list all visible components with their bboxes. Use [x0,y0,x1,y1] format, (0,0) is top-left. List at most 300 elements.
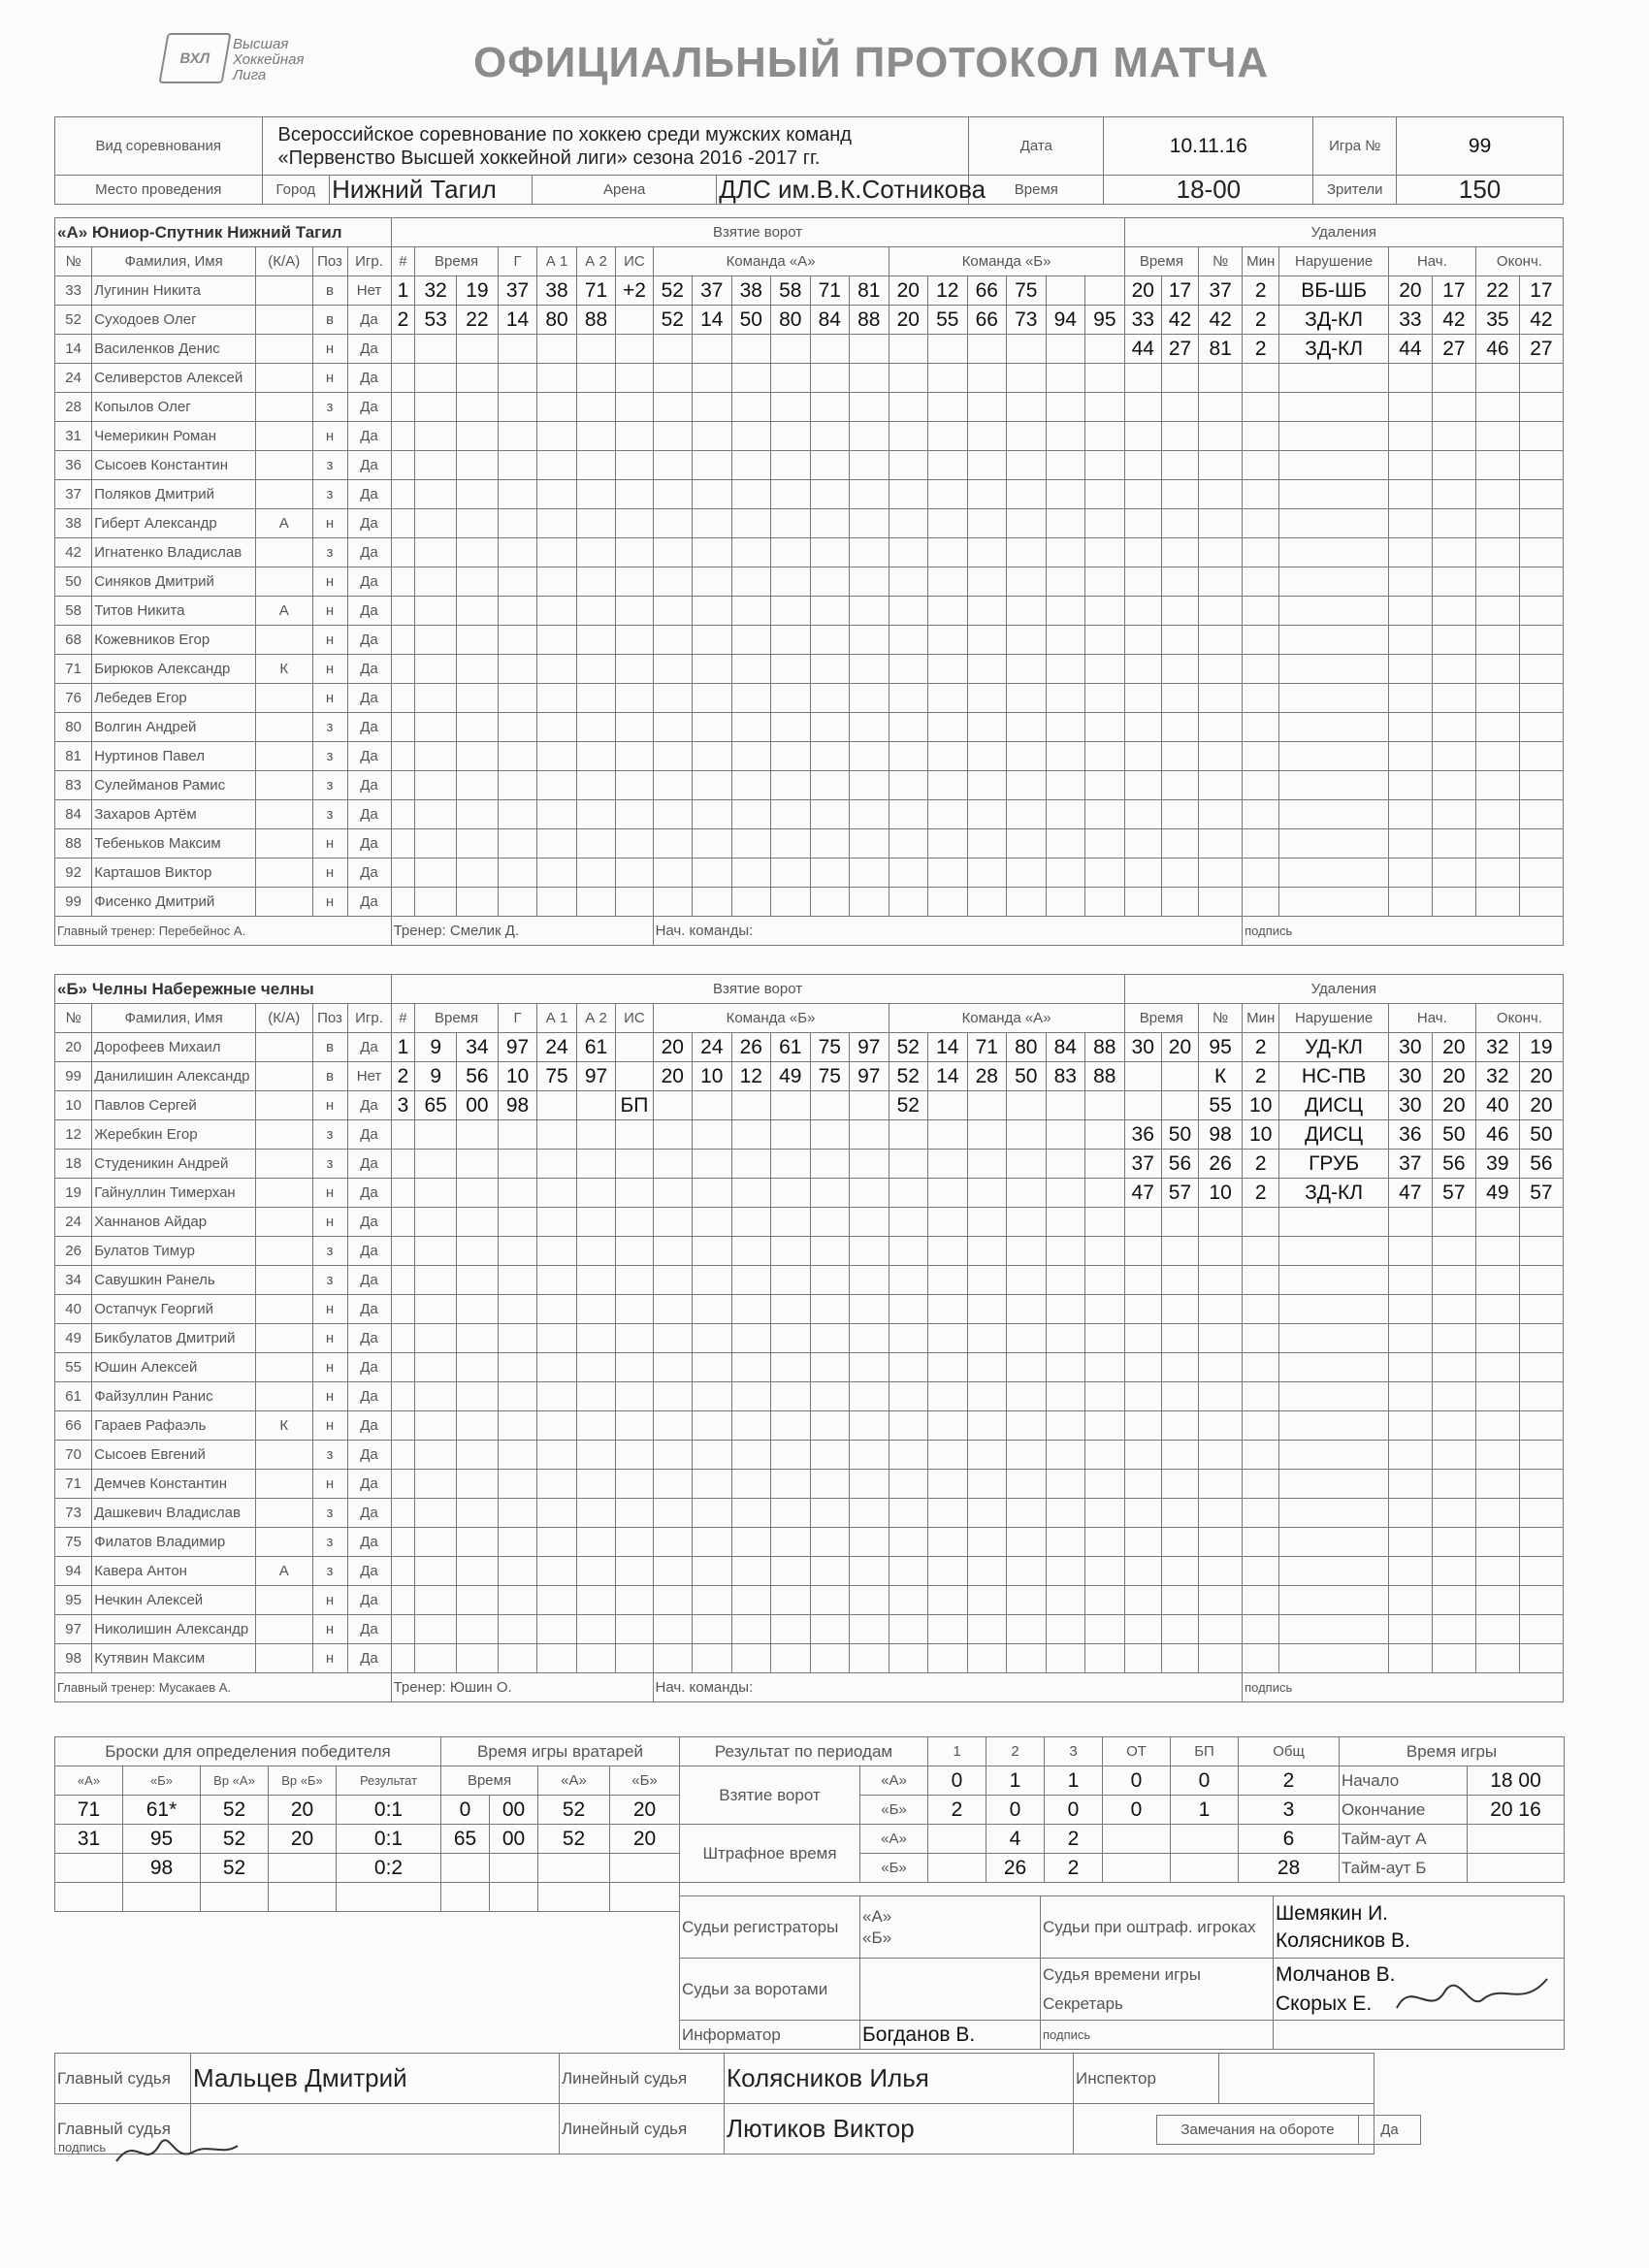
on-ice-own [810,713,850,742]
on-ice-opp [1007,335,1047,364]
penalty-cell [1519,1208,1563,1237]
player-role [256,742,313,771]
khl-logo [158,33,231,83]
column-header: Время [415,1004,499,1033]
player-number: 49 [55,1324,92,1353]
on-ice-own [850,1179,889,1208]
goalie-cell [538,1883,610,1912]
player-role [256,335,313,364]
on-ice-own: 37 [693,276,732,306]
on-ice-opp [1085,1353,1125,1382]
goal-cell [616,684,653,713]
penalty-cell [1243,1586,1279,1615]
goal-cell [498,771,537,800]
on-ice-opp [928,859,968,888]
penalty-cell [1161,1557,1198,1586]
on-ice-own: 38 [731,276,771,306]
penalty-cell [1199,800,1243,829]
goal-cell [576,771,616,800]
goal-cell [498,422,537,451]
goal-cell [415,1266,457,1295]
goal-cell [498,888,537,917]
on-ice-own [810,1324,850,1353]
goal-cell [415,1470,457,1499]
on-ice-own: 52 [653,306,693,335]
on-ice-own: 26 [731,1033,771,1062]
on-ice-opp [967,1150,1007,1179]
penalty-cell [1279,1586,1389,1615]
penalty-cell [1432,1295,1475,1324]
goal-cell [537,1179,577,1208]
penalty-cell [1388,1615,1432,1644]
player-row [55,276,1564,306]
shootout-cell: 0:2 [337,1854,441,1883]
penalty-cell [1243,626,1279,655]
period-total: 2 [1239,1766,1340,1796]
player-name: Сысоев Евгений [92,1441,256,1470]
on-ice-own [850,597,889,626]
player-row [55,713,1564,742]
penalty-cell [1432,626,1475,655]
on-ice-opp: 50 [1007,1062,1047,1091]
on-ice-own [771,597,811,626]
goal-cell [391,597,415,626]
on-ice-own [850,888,889,917]
player-name: Остапчук Георгий [92,1295,256,1324]
penalty-cell: 27 [1161,335,1198,364]
penalty-cell [1432,393,1475,422]
column-header: № [1199,1004,1243,1033]
on-ice-opp [889,1499,928,1528]
goal-cell: 56 [457,1062,499,1091]
penalty-cell [1243,1615,1279,1644]
player-name: Дорофеев Михаил [92,1033,256,1062]
goal-cell [537,1208,577,1237]
goal-cell [457,1470,499,1499]
on-ice-opp [889,742,928,771]
time-judge-label: Судья времени игры [1043,1964,1201,1984]
on-ice-own [653,1441,693,1470]
goal-cell [498,1441,537,1470]
goals-section-title: Взятие ворот [391,218,1124,247]
reg-label-text: Судьи регистраторы [682,1917,839,1936]
player-row [55,1062,1564,1091]
team-b-section [54,974,1564,1702]
player-role [256,713,313,742]
on-ice-own [771,1470,811,1499]
penalty-cell [1243,451,1279,480]
penalties-section-title: Удаления [1124,975,1563,1004]
logo-line: Высшая [233,36,289,52]
on-ice-own [693,1237,732,1266]
goal-cell: +2 [616,276,653,306]
on-ice-opp [1007,655,1047,684]
goal-cell [457,1615,499,1644]
penalty-cell [1432,1615,1475,1644]
player-role [256,771,313,800]
on-ice-opp [928,1266,968,1295]
goal-cell [391,1586,415,1615]
penalty-cell [1475,859,1519,888]
penalty-cell [1199,1499,1243,1528]
on-ice-own [731,1441,771,1470]
on-ice-own: 49 [771,1062,811,1091]
player-role [256,364,313,393]
penalty-cell [1199,684,1243,713]
penalty-cell [1161,509,1198,538]
goal-cell [616,1411,653,1441]
penalty-cell [1519,1382,1563,1411]
penalty-cell [1243,859,1279,888]
goal-cell [457,567,499,597]
on-ice-own [771,567,811,597]
goal-cell [576,1353,616,1382]
secretary-label: Секретарь [1043,1993,1123,2013]
on-ice-opp [1046,480,1085,509]
logo-line: Лига [233,67,267,83]
on-ice-own [693,1411,732,1441]
goal-cell [616,1382,653,1411]
penalty-cell: НС-ПВ [1279,1062,1389,1091]
team-a-table [54,217,1564,946]
penalty-cell [1279,597,1389,626]
goal-cell [457,480,499,509]
player-row [55,1441,1564,1470]
on-ice-own [731,742,771,771]
penalty-cell [1124,829,1161,859]
penalty-cell [1161,684,1198,713]
goalie-time-head: Время [441,1766,538,1796]
goal-cell [415,1295,457,1324]
on-ice-opp [967,451,1007,480]
on-ice-opp [928,829,968,859]
on-ice-opp [967,1644,1007,1673]
penalty-cell [1519,1615,1563,1644]
on-ice-opp [1007,480,1047,509]
goal-cell [415,1557,457,1586]
on-ice-opp [1007,1499,1047,1528]
on-ice-opp [1046,771,1085,800]
on-ice-own [653,626,693,655]
on-ice-own: 75 [810,1062,850,1091]
on-ice-own [653,1411,693,1441]
penalty-cell [1388,1586,1432,1615]
penalty-cell [1519,509,1563,538]
goal-cell [391,509,415,538]
player-number: 33 [55,276,92,306]
on-ice-opp [928,742,968,771]
on-ice-own [771,655,811,684]
player-role [256,800,313,829]
penalty-cell: 20 [1519,1062,1563,1091]
penalty-cell: 19 [1519,1033,1563,1062]
goalie-row [441,1825,680,1854]
player-played: Да [347,1586,391,1615]
player-number: 99 [55,888,92,917]
goal-cell [457,1411,499,1441]
goal-cell: 14 [498,306,537,335]
penalty-cell: ЗД-КЛ [1279,1179,1389,1208]
on-ice-opp [928,771,968,800]
goal-cell: 98 [498,1091,537,1120]
penalty-cell [1161,1353,1198,1382]
goal-cell [498,509,537,538]
on-ice-opp [928,364,968,393]
on-ice-own [850,1237,889,1266]
penalty-cell: 32 [1475,1062,1519,1091]
period-cell: 1 [986,1766,1045,1796]
on-ice-own [810,655,850,684]
goal-cell [616,626,653,655]
player-name: Жеребкин Егор [92,1120,256,1150]
on-ice-opp [928,1586,968,1615]
penalty-cell: 2 [1243,1062,1279,1091]
on-ice-opp [967,509,1007,538]
goal-judges [860,1959,1041,2021]
goal-cell [498,393,537,422]
trainer: Тренер: Юшин О. [391,1673,653,1702]
shootout-body [55,1796,441,1912]
penalty-cell: 10 [1243,1120,1279,1150]
player-role [256,480,313,509]
penalty-cell: 50 [1432,1120,1475,1150]
goal-cell [576,480,616,509]
column-header: № [1199,247,1243,276]
on-ice-own [850,1644,889,1673]
penalty-cell [1475,1644,1519,1673]
penalty-cell [1279,1441,1389,1470]
on-ice-opp [1007,1382,1047,1411]
penalty-cell [1161,1470,1198,1499]
on-ice-own [850,538,889,567]
on-ice-own [653,742,693,771]
penalty-cell [1243,1208,1279,1237]
penalty-cell [1388,1266,1432,1295]
on-ice-opp [889,1557,928,1586]
on-ice-opp [1046,451,1085,480]
on-ice-own [693,509,732,538]
player-row [55,1528,1564,1557]
goal-cell [498,567,537,597]
column-header: Фамилия, Имя [92,247,256,276]
on-ice-own: 52 [653,276,693,306]
player-number: 98 [55,1644,92,1673]
player-played: Да [347,1033,391,1062]
on-ice-opp [1085,1441,1125,1470]
shootout-row [55,1796,441,1825]
on-ice-opp [1085,335,1125,364]
player-name: Гараев Рафаэль [92,1411,256,1441]
player-number: 83 [55,771,92,800]
goal-cell [457,829,499,859]
goal-cell [616,1528,653,1557]
penalty-cell [1519,800,1563,829]
penalty-cell [1279,655,1389,684]
player-role [256,1179,313,1208]
player-played: Да [347,655,391,684]
on-ice-opp [928,626,968,655]
penalty-cell: 17 [1519,276,1563,306]
player-position: н [312,364,347,393]
on-ice-opp [1046,335,1085,364]
goal-cell [391,1150,415,1179]
penalty-cell [1519,1237,1563,1266]
goal-cell: 80 [537,306,577,335]
on-ice-opp [967,1266,1007,1295]
player-position: в [312,276,347,306]
on-ice-own [693,451,732,480]
on-ice-own [731,1208,771,1237]
penalty-cell [1124,800,1161,829]
goal-cell [391,888,415,917]
column-header: Мин [1243,247,1279,276]
penalty-cell [1199,713,1243,742]
goal-cell [457,859,499,888]
goal-cell [576,509,616,538]
player-played: Да [347,451,391,480]
on-ice-own [693,1266,732,1295]
on-ice-own [653,480,693,509]
on-ice-own [771,1150,811,1179]
player-position: н [312,655,347,684]
player-number: 10 [55,1091,92,1120]
goal-cell [498,1208,537,1237]
player-name: Данилишин Александр [92,1062,256,1091]
penalty-cell: 56 [1519,1150,1563,1179]
player-name: Копылов Олег [92,393,256,422]
meta-table [54,116,1564,205]
on-ice-opp [889,800,928,829]
player-name: Кожевников Егор [92,626,256,655]
penalty-cell [1432,888,1475,917]
on-ice-opp [967,1353,1007,1382]
goal-cell [616,771,653,800]
player-name: Суходоев Олег [92,306,256,335]
penalty-cell [1279,1382,1389,1411]
on-ice-own [693,597,732,626]
on-ice-own [771,626,811,655]
goal-cell [537,1150,577,1179]
goal-cell [498,626,537,655]
player-position: н [312,1586,347,1615]
on-ice-own [653,1266,693,1295]
secretary-sign-label: подпись [1041,2021,1274,2050]
penalty-cell [1519,742,1563,771]
goal-cell [498,1150,537,1179]
start-label: Начало [1340,1766,1468,1796]
player-position: з [312,538,347,567]
on-ice-opp [1007,1411,1047,1441]
goal-cell [576,567,616,597]
player-played: Да [347,335,391,364]
on-ice-own [771,422,811,451]
on-ice-own [850,1441,889,1470]
player-number: 66 [55,1411,92,1441]
penalty-cell [1388,1528,1432,1557]
penalty-cell [1279,1266,1389,1295]
penalty-cell [1279,626,1389,655]
penalty-cell [1243,888,1279,917]
on-ice-opp [967,800,1007,829]
player-played: Да [347,800,391,829]
goal-cell [537,713,577,742]
goal-cell [415,1528,457,1557]
penalty-cell [1124,1411,1161,1441]
on-ice-own [731,422,771,451]
on-ice-own [850,1615,889,1644]
on-ice-opp: 71 [967,1033,1007,1062]
player-played: Да [347,1324,391,1353]
penalty-cell [1243,713,1279,742]
on-ice-own [850,1470,889,1499]
goal-cell [391,859,415,888]
goal-cell [415,829,457,859]
period-cell: 0 [1045,1796,1103,1825]
penalty-cell [1388,1324,1432,1353]
on-ice-opp [1085,1411,1125,1441]
on-ice-own: 80 [771,306,811,335]
on-ice-own [771,742,811,771]
on-ice-opp [1085,393,1125,422]
penalty-cell [1279,771,1389,800]
reg-teams [860,1896,1041,1959]
penalty-cell [1243,1411,1279,1441]
on-ice-own [850,1324,889,1353]
player-number: 31 [55,422,92,451]
on-ice-own [693,335,732,364]
on-ice-opp [1085,276,1125,306]
penalty-cell: 36 [1124,1120,1161,1150]
goal-cell [391,742,415,771]
on-ice-own [850,713,889,742]
penalty-cell: 30 [1388,1033,1432,1062]
penalty-cell: 35 [1475,306,1519,335]
on-ice-opp [889,567,928,597]
on-ice-opp [967,742,1007,771]
end-label: Окончание [1340,1796,1468,1825]
penalty-cell [1432,1208,1475,1237]
on-ice-opp [889,451,928,480]
goal-cell: 9 [415,1033,457,1062]
goal-cell [498,1295,537,1324]
player-played: Да [347,1237,391,1266]
on-ice-own [810,859,850,888]
on-ice-own [693,1120,732,1150]
goal-cell [576,888,616,917]
penalty-cell [1432,655,1475,684]
player-row [55,393,1564,422]
on-ice-opp [967,538,1007,567]
goal-cell [415,1615,457,1644]
informer: Богданов В. [860,2021,1041,2050]
on-ice-opp [1046,1499,1085,1528]
player-row [55,800,1564,829]
on-ice-opp [1007,1586,1047,1615]
goal-cell [537,1470,577,1499]
penalty-cell [1243,1324,1279,1353]
on-ice-opp [967,1557,1007,1586]
on-ice-own [850,684,889,713]
on-ice-own [771,1441,811,1470]
goalie-cell: 0 [441,1796,490,1825]
on-ice-own [693,480,732,509]
period-cell: 2 [928,1796,986,1825]
goal-cell [391,364,415,393]
on-ice-opp [1046,1353,1085,1382]
player-played: Да [347,684,391,713]
player-played: Да [347,1179,391,1208]
goal-cell [498,1557,537,1586]
